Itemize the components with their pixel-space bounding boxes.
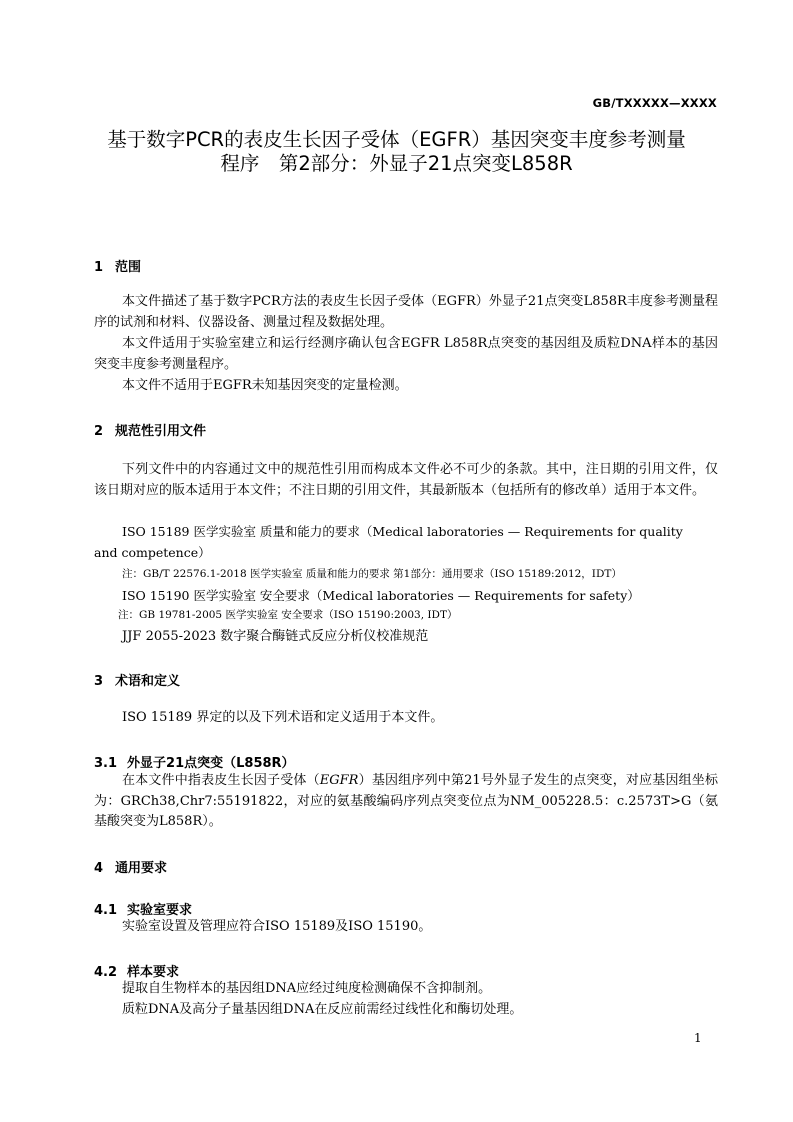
section-1-paragraph-3: 本文件不适用于EGFR未知基因突变的定量检测。	[122, 378, 408, 393]
subsection-title: 外显子21点突变（L858R）	[127, 756, 295, 771]
section-number: 3	[94, 674, 104, 689]
reference-jjf-2055: JJF 2055-2023 数字聚合酶链式反应分析仪校准规范	[122, 629, 429, 644]
subsection-title: 实验室要求	[127, 903, 193, 918]
page-number: 1	[694, 1031, 702, 1045]
subsection-title: 样本要求	[127, 965, 180, 980]
section-1-paragraph-2: 本文件适用于实验室建立和运行经测序确认包含EGFR L858R点突变的基因组及质粒DNA样本的基因突变丰度参考测量程序。	[94, 336, 718, 372]
section-4-2-heading	[94, 961, 179, 980]
section-4-1-heading	[94, 899, 192, 918]
section-title: 通用要求	[115, 861, 168, 876]
section-1-heading	[94, 256, 141, 275]
title-line-2: 程序 第2部分：外显子21点突变L858R	[220, 152, 573, 175]
definition-text-part-a: 在本文件中指表皮生长因子受体（	[122, 773, 320, 788]
definition-text-part-b: ）基因组序列中第21号外显子发生的点突变，对应基因组坐标为：GRCh38,Chr7:55191822，对应的氨基酸编码序列点突变位点为NM_005228.5：c.2573T>G（氨基酸突变为L858R）。	[94, 773, 718, 829]
section-4-heading	[94, 857, 167, 876]
section-number: 2	[94, 424, 104, 439]
section-1-paragraph-1: 本文件描述了基于数字PCR方法的表皮生长因子受体（EGFR）外显子21点突变L858R丰度参考测量程序的试剂和材料、仪器设备、测量过程及数据处理。	[94, 294, 718, 330]
section-4-2-text-1: 提取自生物样本的基因组DNA应经过纯度检测确保不含抑制剂。	[122, 981, 492, 996]
subsection-number: 4.1	[94, 903, 118, 918]
subsection-number: 3.1	[94, 756, 118, 771]
section-number: 1	[94, 260, 104, 275]
reference-note-2: 注：GB 19781-2005 医学实验室 安全要求（ISO 15190:2003, IDT）	[118, 609, 458, 621]
reference-iso-15189-line-1: ISO 15189 医学实验室 质量和能力的要求（Medical laboratories — Requirements for quality	[122, 524, 683, 539]
section-3-1-definition	[94, 771, 718, 833]
title-line-1: 基于数字PCR的表皮生长因子受体（EGFR）基因突变丰度参考测量	[107, 128, 686, 151]
section-title: 范围	[115, 260, 142, 275]
section-4-2-text-2: 质粒DNA及高分子量基因组DNA在反应前需经过线性化和酶切处理。	[122, 1002, 523, 1017]
section-3-paragraph-1: ISO 15189 界定的以及下列术语和定义适用于本文件。	[122, 710, 444, 725]
section-2-heading	[94, 420, 206, 439]
section-3-heading	[94, 670, 180, 689]
standard-number: GB/TXXXXX—XXXX	[592, 96, 717, 110]
section-number: 4	[94, 861, 104, 876]
document-title	[80, 128, 713, 176]
section-3-1-heading	[94, 752, 295, 771]
section-2-paragraph-1: 下列文件中的内容通过文中的规范性引用而构成本文件必不可少的条款。其中，注日期的引用文件，仅该日期对应的版本适用于本文件；不注日期的引用文件，其最新版本（包括所有的修改单）适用于本文件。	[94, 462, 718, 498]
reference-note-1: 注：GB/T 22576.1-2018 医学实验室 质量和能力的要求 第1部分：通用要求（ISO 15189:2012，IDT）	[122, 568, 622, 580]
subsection-number: 4.2	[94, 965, 118, 980]
reference-iso-15189-line-2: and competence）	[94, 545, 211, 560]
section-title: 术语和定义	[115, 674, 181, 689]
section-title: 规范性引用文件	[115, 424, 207, 439]
reference-iso-15190: ISO 15190 医学实验室 安全要求（Medical laboratories — Requirements for safety）	[122, 588, 640, 603]
section-4-1-text: 实验室设置及管理应符合ISO 15189及ISO 15190。	[122, 919, 432, 934]
gene-symbol: EGFR	[319, 773, 359, 788]
